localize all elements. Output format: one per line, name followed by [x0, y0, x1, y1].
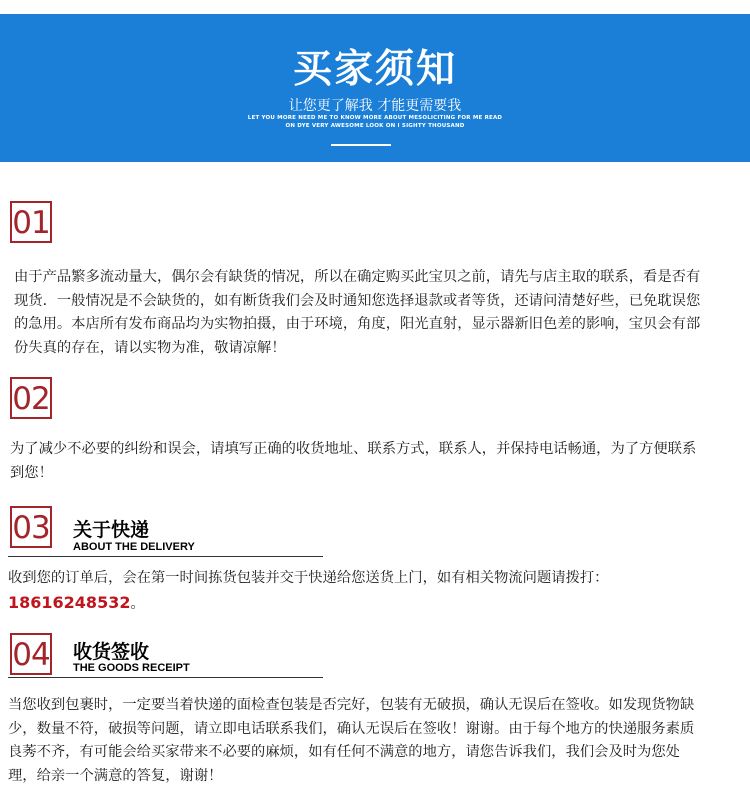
section-04-text: 当您收到包裹时，一定要当着快递的面检查包装是否完好，包装有无破损，确认无误后在签收。如发现货物缺少，数量不符，破损等问题，请立即电话联系我们，确认无误后在签收！谢谢。由于每个地方的快递服务素质良莠不齐，有可能会给买家带来不必要的麻烦，如有任何不满意的地方，请您告诉我们，我们会及时为您处理，给亲一个满意的答复，谢谢！ — [8, 697, 695, 784]
section-04-heading-en: THE GOODS RECEIPT — [73, 662, 190, 674]
header-banner — [0, 14, 750, 162]
section-04-divider — [8, 677, 323, 678]
section-03-heading: 关于快递 — [73, 519, 150, 541]
section-04-heading: 收货签收 — [73, 641, 150, 663]
phone-suffix: 。 — [130, 595, 145, 612]
contact-phone: 18616248532 — [8, 592, 131, 612]
section-03-divider — [8, 556, 323, 557]
banner-subtitle: 让您更了解我 才能更需要我 — [288, 98, 462, 114]
section-01-text: 由于产品繁多流动量大，偶尔会有缺货的情况，所以在确定购买此宝贝之前，请先与店主取的联系，看是否有现货．一般情况是不会缺货的，如有断货我们会及时通知您选择退款或者等货，还请问清楚好些，已免耽误您的急用。本店所有发布商品均为实物拍摄，由于环境，角度，阳光直射，显示器新旧色差的影响，宝贝会有部份失真的存在，请以实物为准，敬请凉解！ — [14, 269, 701, 356]
banner-english-line-1: LET YOU MORE NEED ME TO KNOW MORE ABOUT MESOLICITING FOR ME READ — [247, 115, 503, 121]
section-number-01: 01 — [10, 201, 52, 243]
section-03-heading-en: ABOUT THE DELIVERY — [73, 541, 195, 553]
section-number-03: 03 — [10, 506, 52, 548]
banner-title: 买家须知 — [292, 47, 457, 92]
section-02-text: 为了减少不必要的纠纷和误会，请填写正确的收货地址、联系方式，联系人，并保持电话畅通，为了方便联系到您！ — [10, 441, 697, 481]
banner-divider — [331, 144, 391, 146]
banner-english-line-2: ON DYE VERY AWESOME LOOK ON I SIGHTY THOUSAND — [285, 123, 465, 129]
section-03-text-body: 收到您的订单后，会在第一时间拣货包装并交于快递给您送货上门，如有相关物流问题请拨打： — [8, 570, 609, 586]
section-number-02: 02 — [10, 377, 52, 419]
section-03-text — [8, 567, 708, 616]
section-number-04: 04 — [10, 633, 52, 675]
